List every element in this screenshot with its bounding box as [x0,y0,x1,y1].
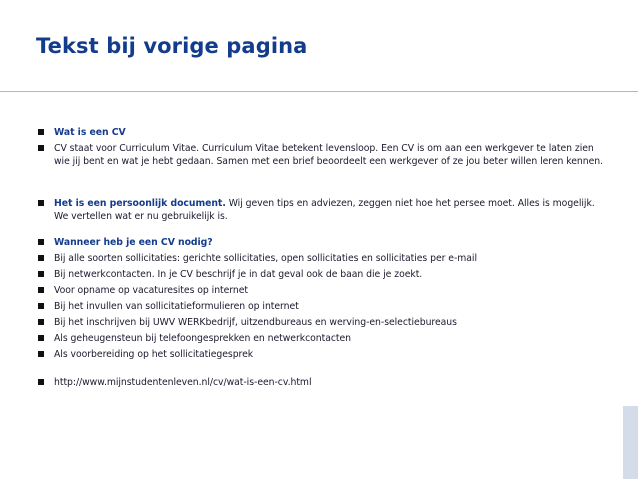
bullet-square-icon [38,319,44,325]
bullet-heading-when-cv: Wanneer heb je een CV nodig? [54,237,213,248]
bullet-square-icon [38,129,44,135]
bullet-text: Als voorbereiding op het sollicitatiegesprek [54,349,254,360]
bullet-square-icon [38,303,44,309]
bullet-text: Voor opname op vacaturesites op internet [54,285,249,296]
bullet-square-icon [38,335,44,341]
bullet-text: Bij netwerkcontacten. In je CV beschrijf je in dat geval ook de baan die je zoekt. [54,269,423,280]
bullet-square-icon [38,287,44,293]
bullet-square-icon [38,255,44,261]
header-divider [0,91,638,92]
bullet-square-icon [38,271,44,277]
decorative-side-bar [623,406,638,479]
bullet-text: CV staat voor Curriculum Vitae. Curriculum Vitae betekent levensloop. Een CV is om aan een werkgever te laten zien wie jij bent en wat je hebt gedaan. Samen met een brief beoordeelt een werkgever of ze jou beter willen leren kennen. [54,143,604,167]
page-title: Tekst bij vorige pagina [36,34,308,58]
bullet-square-icon [38,351,44,357]
bullet-text: Bij het inschrijven bij UWV WERKbedrijf, uitzendbureaus en werving-en-selectiebureaus [54,317,457,328]
bullet-heading-what-is-cv: Wat is een CV [54,127,126,138]
bullet-square-icon [38,379,44,385]
bullet-text: Bij het invullen van sollicitatieformulieren op internet [54,301,299,312]
bullet-square-icon [38,145,44,151]
bullet-rest: Wij geven tips en adviezen, zeggen niet hoe het persee moet. Alles is mogelijk. We vertellen wat er nu gebruikelijk is. [54,198,595,222]
source-link[interactable]: http://www.mijnstudentenleven.nl/cv/wat-is-een-cv.html [54,377,312,388]
bullet-text: Bij alle soorten sollicitaties: gerichte sollicitaties, open sollicitaties en sollicitaties per e-mail [54,253,478,264]
bullet-text [54,197,609,223]
bullet-bold-lead: Het is een persoonlijk document. [54,198,226,209]
bullet-text: Als geheugensteun bij telefoongesprekken en netwerkcontacten [54,333,352,344]
bullet-square-icon [38,200,44,206]
bullet-square-icon [38,239,44,245]
